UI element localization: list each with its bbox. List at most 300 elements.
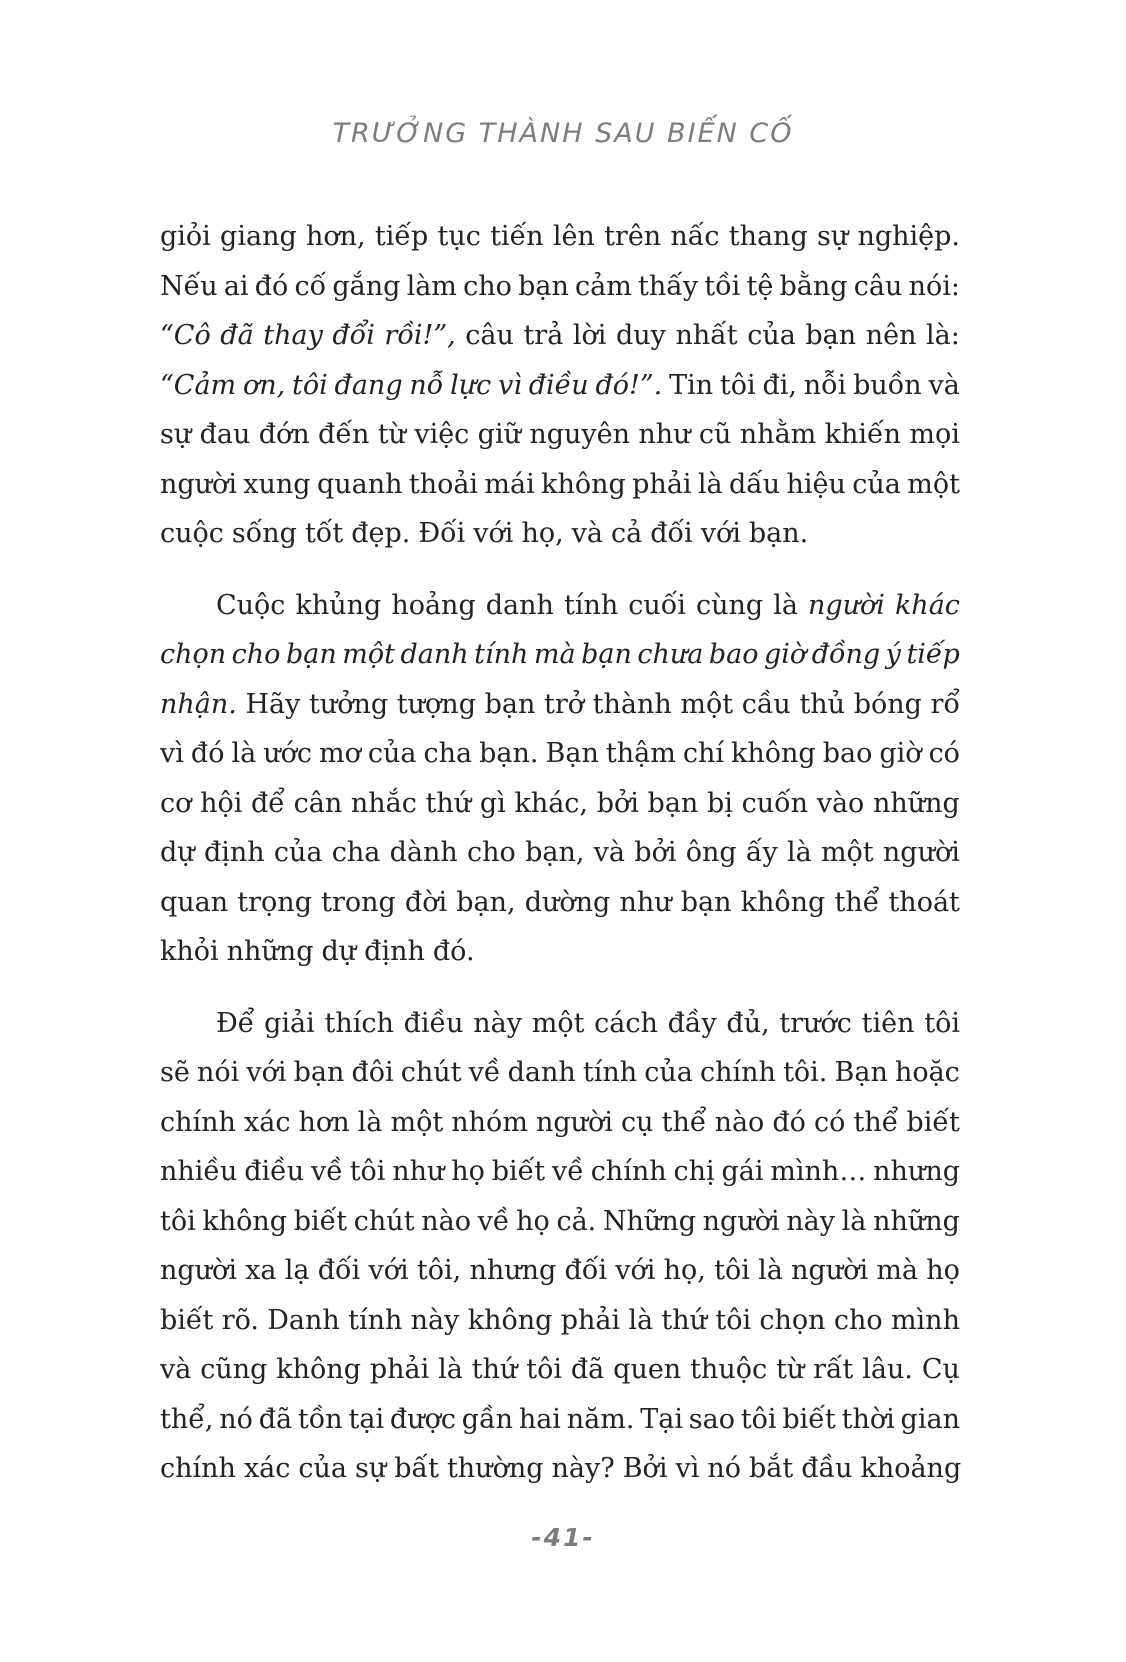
word: bằng (779, 270, 848, 302)
word: nỗ (409, 369, 444, 401)
word: trọng (237, 886, 312, 918)
text-line (160, 1246, 960, 1296)
word: tôi (740, 1403, 777, 1435)
word: thứ (471, 1354, 518, 1385)
word: rất (813, 1354, 854, 1385)
word: giỏi (160, 221, 211, 252)
word: vì (160, 738, 184, 769)
word: là (697, 468, 723, 500)
word: đồng (811, 639, 881, 670)
word: nó (219, 1403, 253, 1435)
text-line (160, 999, 960, 1049)
word: khiến (824, 419, 902, 450)
word: tôi. (783, 1057, 828, 1088)
word: giờ (764, 639, 807, 670)
page-number: -41- (531, 1523, 595, 1552)
word: cùng (695, 589, 764, 621)
word: ơn, (242, 369, 286, 401)
text-line (160, 630, 960, 680)
word: nhắc (350, 787, 417, 819)
word: biết (906, 1106, 960, 1138)
word: là (758, 1255, 783, 1286)
word: và (928, 369, 960, 401)
word: thời (841, 1403, 895, 1435)
word: người (702, 1205, 780, 1237)
word: thể, (160, 1403, 214, 1435)
word: “Cô (160, 320, 211, 351)
word: nên (865, 320, 917, 351)
word: đối (317, 1255, 361, 1286)
word: đã (570, 1354, 605, 1385)
word: đã (258, 1403, 293, 1435)
word: ấy (745, 837, 778, 868)
word: duy (615, 320, 666, 351)
word: bởi (634, 837, 677, 868)
word: Để (216, 1007, 255, 1039)
word: khác (894, 589, 960, 621)
word: nhất (675, 320, 738, 351)
word: bạn (518, 270, 569, 302)
word: người (807, 589, 885, 621)
word: thủ (799, 688, 846, 720)
word: sẽ (160, 1057, 190, 1088)
word: tính (348, 1304, 403, 1336)
word: giang (220, 221, 297, 252)
word: tôi (292, 369, 328, 401)
text-line (160, 1197, 960, 1247)
word: nghiệp. (857, 221, 960, 252)
word: rổ (930, 688, 960, 720)
word: chút (353, 1205, 415, 1237)
word: là (786, 837, 812, 868)
word: Danh (267, 1304, 340, 1336)
word: mơ (319, 738, 361, 769)
paragraph (160, 581, 960, 977)
word: tính (474, 639, 529, 670)
word: tệ (746, 270, 774, 302)
word: tiến (490, 221, 544, 252)
word: lời (572, 320, 607, 351)
word: mọi (909, 419, 960, 450)
word: tôi (526, 1354, 563, 1385)
word: cha (331, 837, 381, 868)
word: thay (263, 320, 323, 351)
word: bạn (581, 639, 632, 670)
word: không (202, 1205, 288, 1237)
word: về (551, 1156, 584, 1187)
word: hội (200, 787, 243, 819)
word: không (731, 738, 816, 769)
word: đôi (351, 1057, 394, 1088)
word: một (820, 837, 874, 868)
word: Tin (669, 369, 714, 401)
word: vì (675, 1453, 700, 1484)
word: có (814, 1106, 846, 1138)
word: được (389, 1403, 456, 1435)
word: chính (160, 1106, 236, 1138)
word: đang (334, 369, 403, 401)
text-line (160, 262, 960, 312)
word: họ, (663, 1255, 706, 1286)
word: bởi (596, 787, 639, 819)
word: lên (552, 221, 595, 252)
word: ý (885, 639, 901, 670)
word: bạn (805, 320, 857, 351)
word: đó!”. (595, 369, 663, 401)
word: để (251, 787, 285, 819)
word: tôi (160, 1205, 196, 1237)
word: là (773, 589, 798, 621)
word: cho (467, 837, 516, 868)
word: khác, (514, 787, 589, 819)
word: người (160, 468, 237, 500)
word: làm (406, 270, 457, 302)
word: chọn (759, 1304, 826, 1336)
word: đi, (762, 369, 797, 401)
word: nguyên (529, 419, 631, 450)
word: biết (160, 1304, 214, 1336)
word: một (680, 688, 734, 720)
word: trả (523, 320, 564, 351)
word: với (246, 1057, 287, 1088)
word: tồi (704, 270, 741, 302)
word: về (468, 1057, 501, 1088)
text-line (160, 1098, 960, 1148)
word: tốt (304, 518, 344, 549)
word: hoảng (391, 589, 476, 621)
word: những (226, 936, 314, 967)
word: này (410, 1304, 460, 1336)
word: tưởng (309, 688, 389, 720)
word: tính (563, 589, 619, 621)
word: tôi (715, 1304, 752, 1336)
word: hơn, (305, 221, 366, 252)
word: nhưng (469, 1255, 557, 1286)
word: đau (199, 419, 251, 450)
word: những (872, 787, 960, 819)
word: dự (321, 936, 357, 967)
word: thứ (661, 1304, 708, 1336)
word: chị (673, 1156, 715, 1187)
word: tiếp (906, 639, 960, 670)
word: mái (484, 468, 535, 500)
text-line (160, 878, 960, 928)
word: cuộc (160, 518, 224, 549)
word: bạn. (748, 518, 809, 549)
word: bạn (293, 1057, 345, 1088)
word: việc (414, 419, 470, 450)
word: là (841, 1205, 867, 1237)
word: bắt (749, 1453, 794, 1484)
word: Những (602, 1205, 696, 1237)
word: “Cảm (160, 369, 237, 401)
word: trên (604, 221, 662, 252)
word: của (273, 837, 323, 868)
word: dường (524, 886, 611, 918)
word: thích (324, 1007, 394, 1039)
word: chính (590, 1156, 667, 1187)
word: lạ (284, 1255, 310, 1286)
word: như (619, 886, 672, 918)
word: cũng (200, 1354, 268, 1385)
word: bị (707, 787, 733, 819)
word: này (786, 1205, 836, 1237)
word: Nếu (160, 270, 218, 302)
word: Cụ (921, 1354, 960, 1385)
word: không (467, 1304, 553, 1336)
word: cầu (741, 688, 791, 720)
word: là (628, 1304, 654, 1336)
word: Cuộc (216, 589, 286, 621)
word: cả (611, 518, 643, 549)
word: ông (685, 837, 737, 868)
word: đó (772, 1106, 806, 1138)
word: của (644, 1057, 693, 1088)
word: của (367, 738, 417, 769)
word: khoảng (860, 1453, 962, 1484)
word: giữ (477, 419, 521, 450)
word: tôi (924, 1007, 960, 1039)
word: một (390, 1106, 444, 1138)
word: người (882, 837, 960, 868)
word: quen (613, 1354, 682, 1385)
word: nhưng (873, 1156, 960, 1187)
word: nói (196, 1057, 240, 1088)
word: cảm (575, 270, 632, 302)
word: tôi, (416, 1255, 462, 1286)
word: của (852, 468, 901, 500)
word: với (473, 518, 514, 549)
word: định (364, 936, 425, 967)
text-line (160, 779, 960, 829)
word: rồi!”, (384, 320, 456, 351)
word: đến (318, 419, 370, 450)
word: gái (721, 1156, 764, 1187)
word: dấu (728, 468, 781, 500)
word: điều (244, 1156, 305, 1187)
word: không (276, 1354, 361, 1385)
word: quanh (316, 468, 403, 500)
word: hai (518, 1403, 561, 1435)
word: định (203, 837, 265, 868)
word: mà (533, 639, 576, 670)
word: như (638, 419, 691, 450)
word: nhằm (739, 419, 817, 450)
word: không (740, 886, 826, 918)
word: xung (243, 468, 311, 500)
word: khỏi (160, 936, 219, 967)
word: cha (423, 738, 473, 769)
word: người (536, 1106, 613, 1138)
word: phải (560, 1304, 621, 1336)
paragraph (160, 999, 960, 1494)
word: tiếp (374, 221, 429, 252)
word: này (473, 1007, 522, 1039)
word: họ (926, 1255, 960, 1286)
word: câu (853, 270, 903, 302)
word: bạn (680, 886, 732, 918)
word: cho (463, 270, 512, 302)
text-line (160, 509, 960, 559)
word: một (907, 468, 960, 500)
word: với (700, 518, 741, 549)
word: họ, (521, 518, 564, 549)
word: tại (348, 1403, 385, 1435)
word: cơ (160, 787, 192, 819)
word: tôi (349, 1156, 386, 1187)
word: danh (485, 589, 554, 621)
word: điều (528, 369, 589, 401)
word: đó (190, 738, 225, 769)
text-line (160, 1345, 960, 1395)
word: đớn (258, 419, 310, 450)
word: hiệu (786, 468, 846, 500)
word: mình (890, 1304, 960, 1336)
text-line (160, 927, 960, 977)
word: với (368, 1255, 409, 1286)
word: đẹp. (351, 518, 411, 549)
word: chọn (160, 639, 227, 670)
word: thoát (888, 886, 960, 918)
word: trước (779, 1007, 852, 1039)
word: bao (708, 639, 759, 670)
word: nhiều (160, 1156, 238, 1187)
word: ai (223, 270, 249, 302)
word: tôi (714, 1255, 750, 1286)
text-line (160, 1048, 960, 1098)
word: chí (682, 738, 724, 769)
text-line (160, 1395, 960, 1445)
word: thấy (638, 270, 699, 302)
word: và (571, 518, 604, 549)
word: cuốn (741, 787, 809, 819)
word: ước (263, 738, 312, 769)
word: thuộc (690, 1354, 768, 1385)
word: tượng (396, 688, 476, 720)
word: vào (816, 787, 865, 819)
word: thoải (408, 468, 479, 500)
word: cả. (556, 1205, 597, 1237)
word: nó (707, 1453, 741, 1484)
word: nào (714, 1106, 765, 1138)
word: sự (355, 1453, 387, 1484)
word: nấc (670, 221, 720, 252)
text-line (160, 1444, 960, 1494)
word: điều (403, 1007, 464, 1039)
word: câu (465, 320, 514, 351)
word: bạn, (456, 886, 516, 918)
word: mình… (770, 1156, 867, 1187)
word: họ (516, 1205, 550, 1237)
word: nhận. (160, 688, 237, 720)
text-line (160, 311, 960, 361)
word: gần (461, 1403, 513, 1435)
word: đó (254, 270, 289, 302)
word: và (593, 837, 626, 868)
word: lực (450, 369, 492, 401)
word: thể (661, 1106, 707, 1138)
body-text (160, 212, 960, 1516)
word: Bạn (545, 738, 599, 769)
word: Bởi (622, 1453, 668, 1484)
word: hơn (298, 1106, 350, 1138)
text-line (160, 1147, 960, 1197)
text-line (160, 410, 960, 460)
word: và (160, 1354, 192, 1385)
word: cân (293, 787, 343, 819)
word: sống (231, 518, 297, 549)
word: họ (451, 1156, 485, 1187)
word: chút (400, 1057, 462, 1088)
word: năm. (566, 1403, 635, 1435)
word: từ (775, 1354, 805, 1385)
word: bạn (285, 639, 337, 670)
word: nào (421, 1205, 471, 1237)
word: thể (853, 1106, 899, 1138)
word: hoặc (894, 1057, 960, 1088)
word: trở (544, 688, 585, 720)
word: cho (231, 639, 281, 670)
word: giải (264, 1007, 315, 1039)
word: Tại (640, 1403, 683, 1435)
text-line (160, 212, 960, 262)
word: bất (394, 1453, 439, 1484)
word: lâu. (862, 1354, 913, 1385)
word: Đối (418, 518, 466, 549)
word: rõ. (221, 1304, 259, 1336)
word: danh (400, 639, 469, 670)
word: cụ (621, 1106, 654, 1138)
word: là (357, 1106, 383, 1138)
word: với (615, 1255, 656, 1286)
word: Bạn (834, 1057, 888, 1088)
word: này? (551, 1453, 615, 1484)
word: cách (594, 1007, 658, 1039)
word: sự (160, 419, 192, 450)
word: thang (728, 221, 808, 252)
word: bạn (484, 688, 536, 720)
word: Hãy (245, 688, 301, 720)
word: bạn, (525, 837, 585, 868)
word: cho (833, 1304, 883, 1336)
word: đầu (801, 1453, 853, 1484)
word: bạn (647, 787, 699, 819)
word: gian (900, 1403, 960, 1435)
word: cố (294, 270, 327, 302)
word: cuối (628, 589, 686, 621)
word: xác (243, 1453, 291, 1484)
word: nói: (908, 270, 960, 302)
word: quan (160, 886, 229, 918)
word: gắng (332, 270, 401, 302)
word: biết (782, 1403, 836, 1435)
word: như (392, 1156, 445, 1187)
word: nhóm (451, 1106, 528, 1138)
word: chưa (637, 639, 704, 670)
text-line (160, 680, 960, 730)
word: từ (377, 419, 406, 450)
word: đầy (667, 1007, 717, 1039)
word: thậm (605, 738, 676, 769)
word: vì (498, 369, 522, 401)
word: về (311, 1156, 343, 1187)
word: sao (688, 1403, 736, 1435)
word: chính (160, 1453, 236, 1484)
word: danh (507, 1057, 576, 1088)
word: nỗi (803, 369, 847, 401)
word: sự (816, 221, 849, 252)
word: là (231, 738, 257, 769)
